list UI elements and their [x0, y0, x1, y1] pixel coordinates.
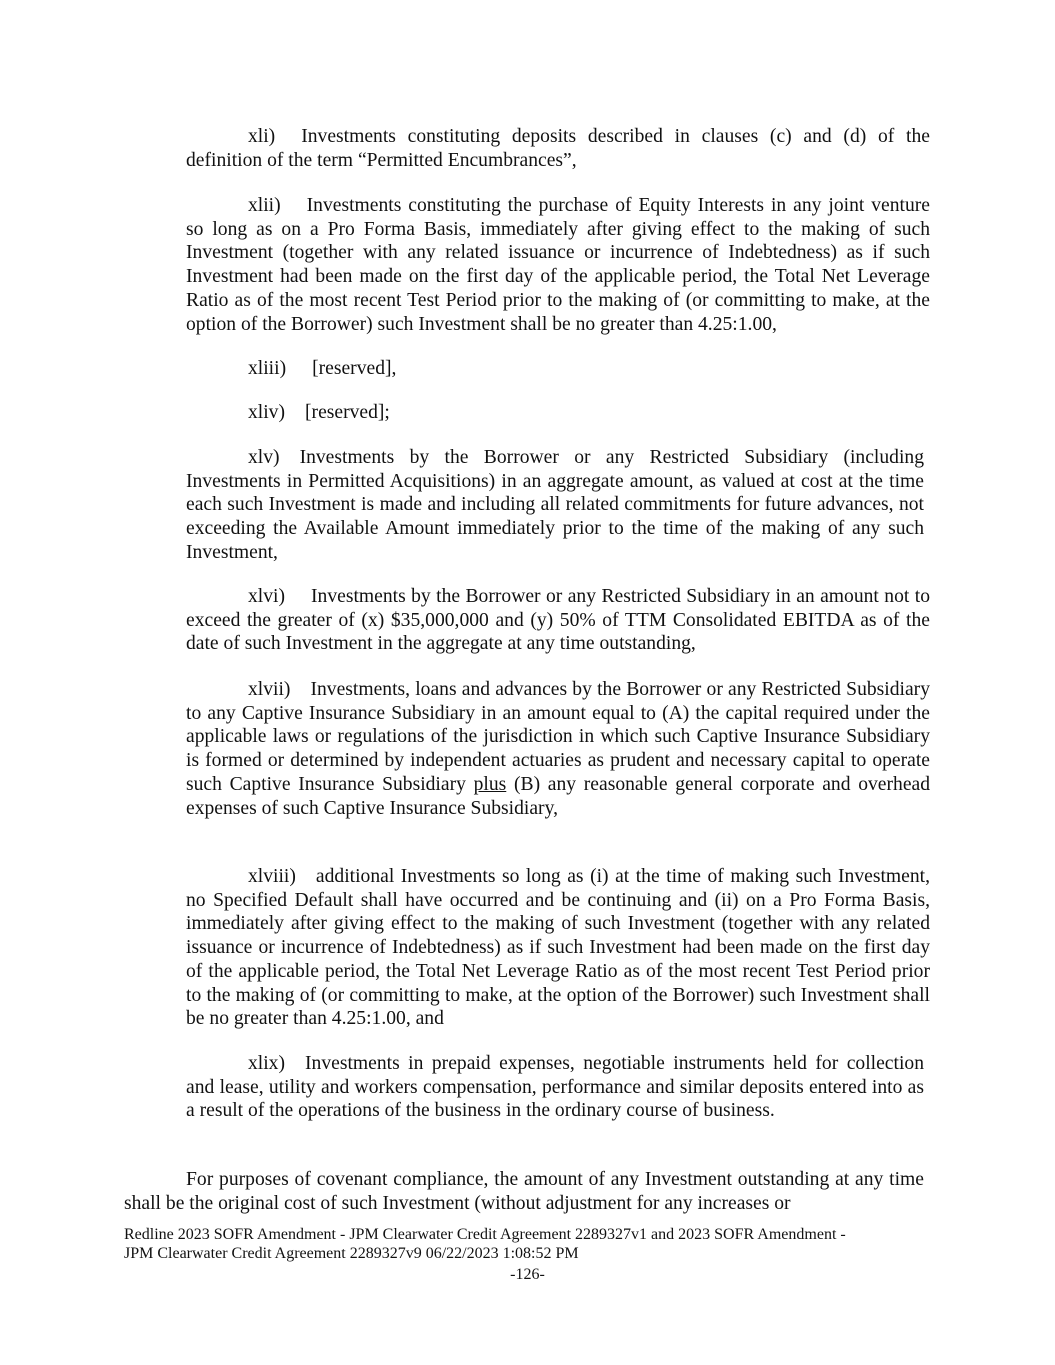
clause-text-after: (B) any reasonable general corporate and overhead expenses of such Captive Insurance Subsidiary,	[186, 773, 931, 819]
clause-text: Investments by the Borrower or any Restricted Subsidiary in an amount not to exceed the greater of (x) $35,000,000 and (y) 50% of TTM Consolidated EBITDA as of the date of such Investment in the aggregate at any time outstanding,	[186, 586, 930, 655]
clause-number: xlv)	[248, 447, 280, 468]
closing-paragraph	[124, 1168, 924, 1216]
clause-number: xlvii)	[248, 679, 291, 700]
clause-number: xlii)	[248, 195, 281, 216]
clause-xlii	[186, 194, 930, 336]
clause-text: additional Investments so long as (i) at the time of making such Investment, no Specified Default shall have occurred and be continuing and (ii) on a Pro Forma Basis, immediately after giving effect to the making of such Investment (together with any related issuance or incurrence of Indebtedness) as if such Investment had been made on the first day of the applicable period, the Total Net Leverage Ratio as of the most recent Test Period prior to the making of (or committing to make, at the option of the Borrower) such Investment shall be no greater than 4.25:1.00, and	[186, 866, 930, 1030]
clause-xlv	[186, 446, 924, 565]
underlined-term: plus	[473, 773, 507, 795]
clause-xlvi	[186, 585, 930, 656]
clause-xlvii	[186, 678, 930, 820]
clause-xliii	[186, 357, 930, 381]
clause-text: Investments by the Borrower or any Restricted Subsidiary (including Investments in Permitted Acquisitions) in an aggregate amount, as valued at cost at the time each such Investment is made and including all related commitments for future advances, not exceeding the Available Amount immediately prior to the time of the making of any such Investment,	[186, 447, 924, 563]
page-number: -126-	[510, 1266, 545, 1283]
clause-number: xliii)	[248, 358, 287, 379]
footer-line-2: JPM Clearwater Credit Agreement 2289327v9 06/22/2023 1:08:52 PM	[124, 1245, 579, 1262]
clause-number: xli)	[248, 126, 276, 147]
clause-xliv	[186, 401, 930, 425]
closing-text: For purposes of covenant compliance, the amount of any Investment outstanding at any time shall be the original cost of such Investment (without adjustment for any increases or	[124, 1169, 924, 1214]
clause-number: xlix)	[248, 1053, 286, 1074]
clause-number: xlvi)	[248, 586, 286, 607]
clause-xli	[186, 125, 930, 172]
clause-text: [reserved],	[312, 358, 397, 379]
clause-xlviii	[186, 865, 930, 1031]
clause-text: Investments constituting the purchase of Equity Interests in any joint venture so long as on a Pro Forma Basis, immediately after giving effect to the making of such Investment (together with any related issuance or incurrence of Indebtedness) as if such Investment had been made on the first day of the applicable period, the Total Net Leverage Ratio as of the most recent Test Period prior to the making of (or committing to make, at the option of the Borrower) such Investment shall be no greater than 4.25:1.00,	[186, 195, 930, 335]
clause-text: Investments constituting deposits described in clauses (c) and (d) of the definition of the term “Permitted Encumbrances”,	[186, 126, 930, 171]
clause-xlix	[186, 1052, 924, 1123]
clause-number: xliv)	[248, 402, 286, 423]
footer	[124, 1225, 924, 1263]
clause-number: xlviii)	[248, 866, 296, 887]
clause-text: [reserved];	[305, 402, 390, 423]
clause-text-before: Investments, loans and advances by the Borrower or any Restricted Subsidiary to any Captive Insurance Subsidiary in an amount equal to (A) the capital required under the applicable laws or regulations of the jurisdiction in which such Captive Insurance Subsidiary is formed or determined by independent actuaries as prudent and necessary capital to operate such Captive Insurance Subsidiary	[186, 679, 930, 795]
footer-line-1: Redline 2023 SOFR Amendment - JPM Clearwater Credit Agreement 2289327v1 and 2023 SOFR Amendment -	[124, 1226, 846, 1243]
clause-text: Investments in prepaid expenses, negotiable instruments held for collection and lease, utility and workers compensation, performance and similar deposits entered into as a result of the operations of the business in the ordinary course of business.	[186, 1053, 924, 1122]
